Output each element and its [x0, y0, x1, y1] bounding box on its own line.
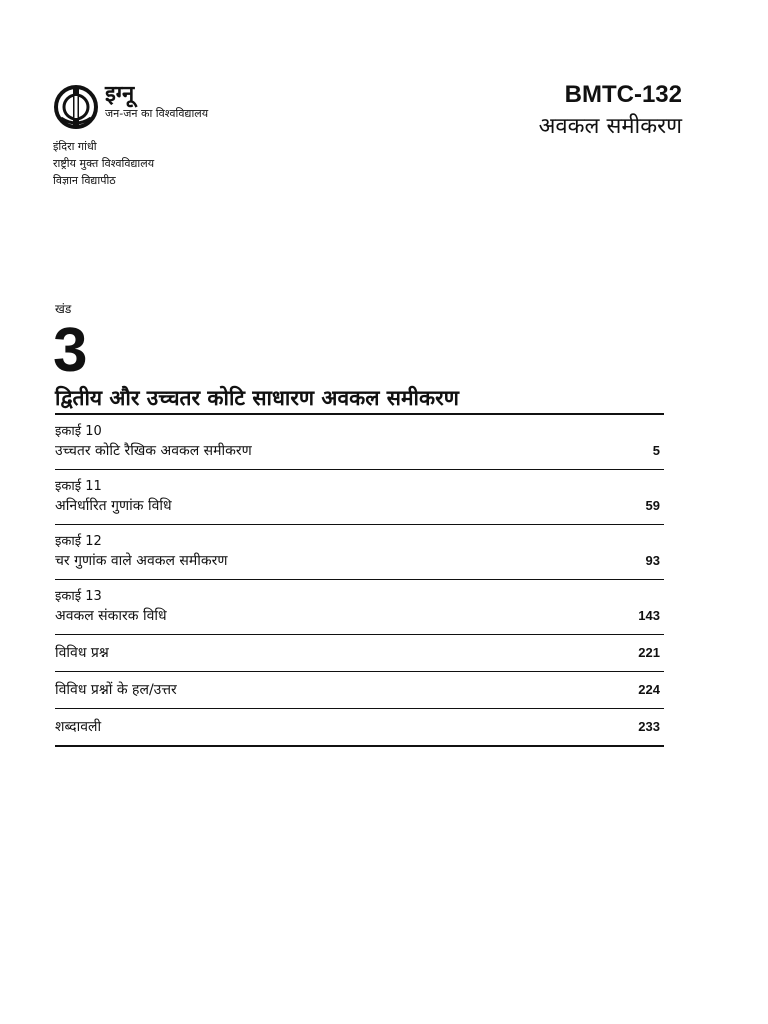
- logo-title: इग्नू: [105, 82, 135, 107]
- toc-title: अनिर्धारित गुणांक विधि: [55, 498, 172, 514]
- toc-entry[interactable]: [55, 525, 664, 580]
- course-title: अवकल समीकरण: [538, 114, 682, 139]
- ignou-logo-block: [53, 84, 253, 189]
- toc-entry[interactable]: [55, 672, 664, 709]
- university-line: विज्ञान विद्यापीठ: [53, 174, 116, 187]
- toc-entry[interactable]: [55, 709, 664, 747]
- ignou-emblem-icon: [53, 84, 99, 130]
- toc-unit-label: इकाई 11: [55, 479, 102, 494]
- toc-title: उच्चतर कोटि रैखिक अवकल समीकरण: [55, 443, 252, 459]
- block-number: 3: [53, 316, 88, 385]
- toc-page-number: 59: [645, 498, 660, 513]
- toc-title: अवकल संकारक विधि: [55, 608, 167, 624]
- university-line: इंदिरा गांधी: [53, 140, 97, 153]
- block-title: द्वितीय और उच्चतर कोटि साधारण अवकल समीकरण: [55, 386, 459, 410]
- toc-title: विविध प्रश्नों के हल/उत्तर: [55, 682, 177, 698]
- block-label: खंड: [55, 302, 72, 316]
- course-header: [539, 80, 682, 142]
- university-name: [53, 138, 253, 189]
- table-of-contents: [55, 413, 664, 747]
- toc-page-number: 93: [645, 553, 660, 568]
- toc-unit-label: इकाई 10: [55, 424, 102, 439]
- toc-entry[interactable]: [55, 635, 664, 672]
- toc-title: विविध प्रश्न: [55, 645, 109, 661]
- course-code: BMTC-132: [564, 81, 682, 108]
- logo-tagline: जन-जन का विश्वविद्यालय: [105, 107, 209, 120]
- toc-page-number: 233: [638, 719, 660, 734]
- toc-unit-label: इकाई 13: [55, 589, 102, 604]
- toc-page-number: 224: [638, 682, 660, 697]
- toc-title: शब्दावली: [55, 719, 102, 735]
- toc-title: चर गुणांक वाले अवकल समीकरण: [55, 553, 228, 569]
- university-line: राष्ट्रीय मुक्त विश्वविद्यालय: [53, 157, 155, 170]
- toc-page-number: 221: [638, 645, 660, 660]
- toc-unit-label: इकाई 12: [55, 534, 102, 549]
- toc-page-number: 5: [652, 443, 660, 458]
- toc-page-number: 143: [638, 608, 660, 623]
- toc-entry[interactable]: [55, 470, 664, 525]
- toc-entry[interactable]: [55, 415, 664, 470]
- toc-entry[interactable]: [55, 580, 664, 635]
